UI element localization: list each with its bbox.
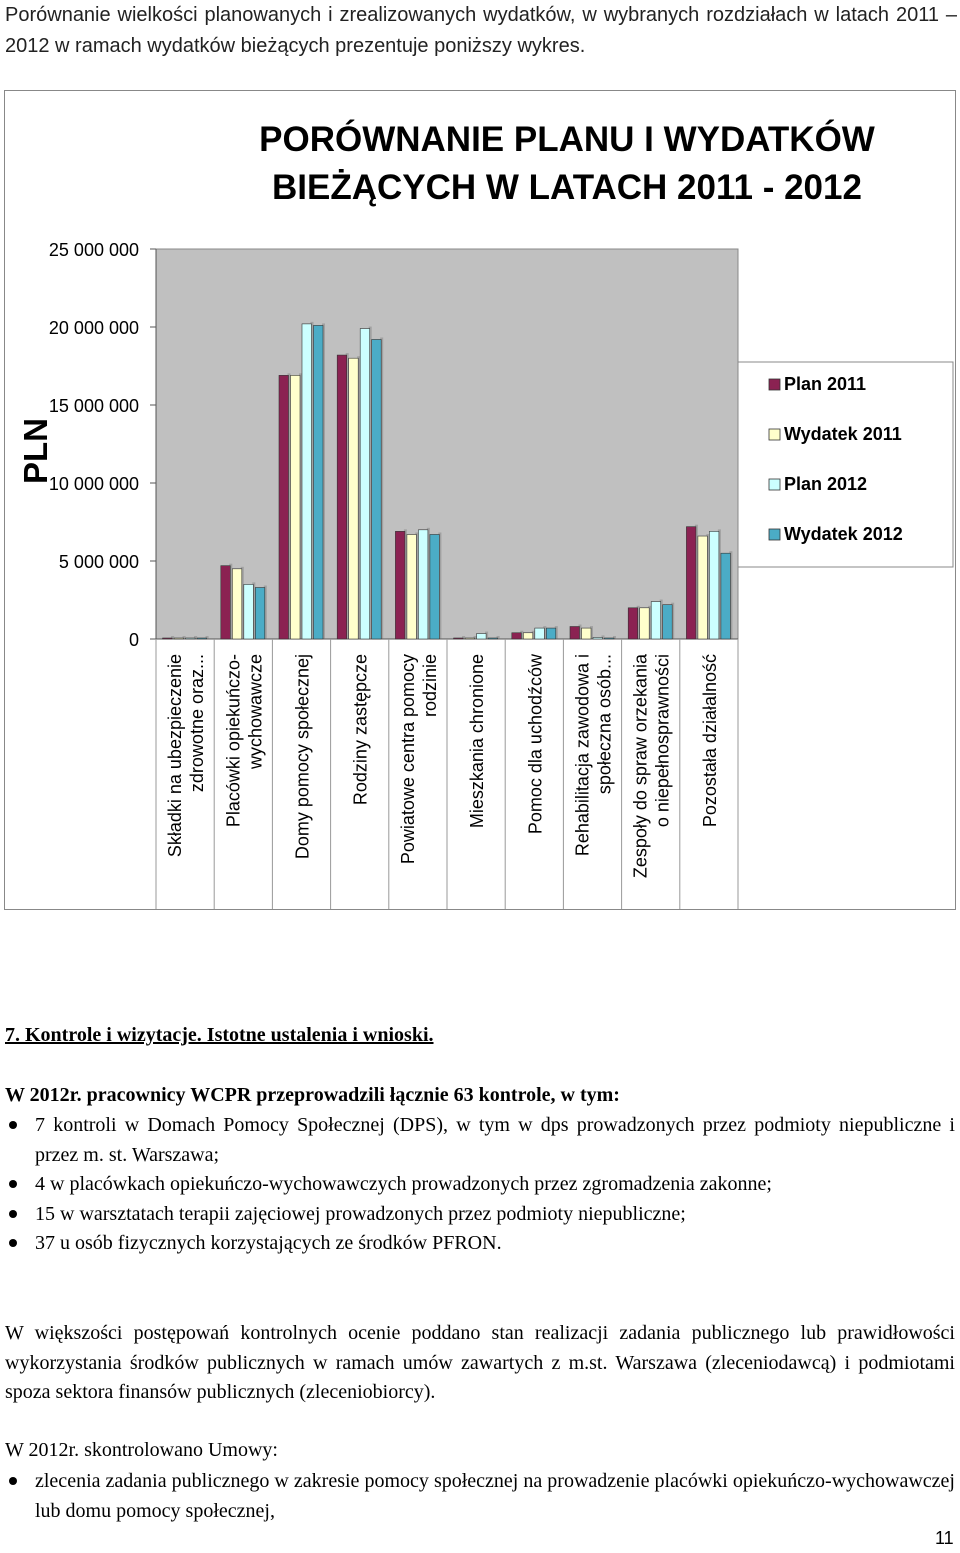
y-tick-label: 10 000 000 — [48, 474, 139, 494]
bar-plan-2012 — [244, 584, 254, 639]
bar-wydatek-2012 — [372, 339, 382, 639]
bar-wydatek-2011 — [582, 628, 592, 639]
list-item: 4 w placówkach opiekuńczo-wychowawczych prowadzonych przez zgromadzenia zakonne; — [5, 1170, 955, 1200]
category-label: Rehabilitacja zawodowa i — [572, 654, 593, 857]
paragraph-contracts: W 2012r. skontrolowano Umowy: — [5, 1439, 278, 1461]
category-label: Rodziny zastępcze — [350, 654, 371, 806]
legend-swatch — [769, 429, 780, 440]
legend-swatch — [769, 379, 780, 390]
bar-wydatek-2012 — [197, 638, 207, 639]
bar-wydatek-2012 — [721, 553, 731, 639]
list-item: 15 w warsztatach terapii zajęciowej prowadzonych przez podmioty niepubliczne; — [5, 1200, 955, 1230]
section-heading: 7. Kontrole i wizytacje. Istotne ustalenia i wnioski. — [5, 1024, 434, 1046]
inspections-list — [5, 1111, 955, 1259]
bar-wydatek-2011 — [232, 569, 242, 639]
category-label: wychowawcze — [245, 654, 266, 770]
bar-wydatek-2011 — [465, 638, 475, 639]
bar-plan-2011 — [570, 627, 580, 639]
category-label: Mieszkania chronione — [467, 654, 488, 829]
chart-title-line-2: BIEŻĄCYCH W LATACH 2011 - 2012 — [272, 168, 862, 207]
list-item: 7 kontroli w Domach Pomocy Społecznej (DPS), w tym w dps prowadzonych przez podmioty niepubliczne i przez m. st. Warszawa; — [5, 1111, 955, 1170]
category-label: rodzinie — [419, 654, 440, 718]
list-item: 37 u osób fizycznych korzystających ze środków PFRON. — [5, 1229, 955, 1259]
legend-label: Plan 2011 — [784, 374, 867, 394]
bar-plan-2011 — [279, 375, 289, 639]
category-label: społeczna osób... — [594, 654, 615, 795]
legend-label: Wydatek 2011 — [784, 424, 902, 444]
bar-plan-2012 — [477, 634, 487, 639]
bar-wydatek-2011 — [407, 534, 417, 639]
bar-wydatek-2012 — [546, 628, 556, 639]
category-label: Pozostała działalność — [699, 654, 720, 828]
bar-wydatek-2012 — [314, 325, 324, 639]
intro-paragraph: Porównanie wielkości planowanych i zrealizowanych wydatków, w wybranych rozdziałach w latach 2011 – 2012 w ramach wydatków bieżących prezentuje poniższy wykres. — [5, 4, 957, 57]
chart-svg — [5, 91, 955, 909]
category-label: zdrowotne oraz... — [187, 654, 208, 793]
bar-plan-2012 — [418, 530, 428, 639]
category-label: Składki na ubezpieczenie — [165, 654, 186, 858]
y-tick-label: 25 000 000 — [48, 240, 139, 260]
bar-plan-2012 — [709, 531, 719, 639]
bar-wydatek-2012 — [255, 588, 264, 639]
category-label: Placówki opiekuńczo- — [223, 654, 244, 828]
bar-plan-2011 — [337, 355, 347, 639]
contracts-list — [5, 1467, 955, 1526]
bar-wydatek-2011 — [698, 536, 708, 639]
legend-swatch — [769, 529, 780, 540]
bar-plan-2012 — [593, 637, 603, 639]
bar-plan-2011 — [454, 638, 464, 639]
bar-wydatek-2011 — [349, 358, 359, 639]
bar-wydatek-2011 — [291, 375, 301, 639]
bar-plan-2012 — [651, 602, 661, 639]
bar-plan-2012 — [360, 329, 370, 639]
paragraph-assessment: W większości postępowań kontrolnych ocenie poddano stan realizacji zadania publicznego lub prawidłowości wykorzystania środków publicznych w ramach umów zawartych z m.st. Warszawa (zleceniodawcą) i podmiotami spoza sektora finansów publicznych (zleceniobiorcy). — [5, 1322, 955, 1403]
bar-plan-2012 — [186, 638, 196, 639]
bar-plan-2011 — [221, 566, 231, 639]
category-label: Zespoły do spraw orzekania — [630, 654, 651, 879]
legend-label: Plan 2012 — [784, 474, 868, 494]
bar-plan-2011 — [395, 531, 405, 639]
bar-wydatek-2012 — [488, 638, 498, 639]
legend-label: Wydatek 2012 — [784, 524, 903, 544]
y-tick-label: 15 000 000 — [48, 396, 139, 416]
bar-plan-2011 — [512, 633, 522, 639]
y-tick-label: 20 000 000 — [48, 318, 139, 338]
chart-title-line-1: PORÓWNANIE PLANU I WYDATKÓW — [259, 120, 875, 159]
legend-swatch — [769, 479, 780, 490]
bar-wydatek-2012 — [663, 605, 673, 639]
bar-wydatek-2011 — [523, 633, 533, 639]
bar-plan-2011 — [163, 638, 173, 639]
bar-wydatek-2012 — [605, 638, 615, 639]
bar-chart — [4, 90, 956, 910]
bar-wydatek-2011 — [640, 608, 650, 639]
bar-plan-2011 — [686, 527, 696, 639]
y-tick-label: 5 000 000 — [58, 552, 139, 572]
y-axis-label: PLN — [17, 418, 54, 484]
bar-plan-2012 — [535, 628, 545, 639]
list-item: zlecenia zadania publicznego w zakresie pomocy społecznej na prowadzenie placówki opiekuńczo-wychowawczej lub domu pomocy społecznej, — [5, 1467, 955, 1526]
category-label: Powiatowe centra pomocy — [397, 654, 418, 865]
page-number: 11 — [935, 1528, 954, 1548]
bar-plan-2011 — [628, 608, 638, 639]
category-label: Pomoc dla uchodźców — [525, 654, 546, 835]
bar-plan-2012 — [302, 324, 312, 639]
category-label: Domy pomocy społecznej — [292, 654, 313, 860]
bar-wydatek-2011 — [174, 638, 184, 639]
inspections-lead: W 2012r. pracownicy WCPR przeprowadzili łącznie 63 kontrole, w tym: — [5, 1084, 620, 1106]
category-label: o niepełnosprawności — [652, 654, 673, 828]
bar-wydatek-2012 — [430, 534, 440, 639]
y-tick-label: 0 — [128, 630, 139, 650]
